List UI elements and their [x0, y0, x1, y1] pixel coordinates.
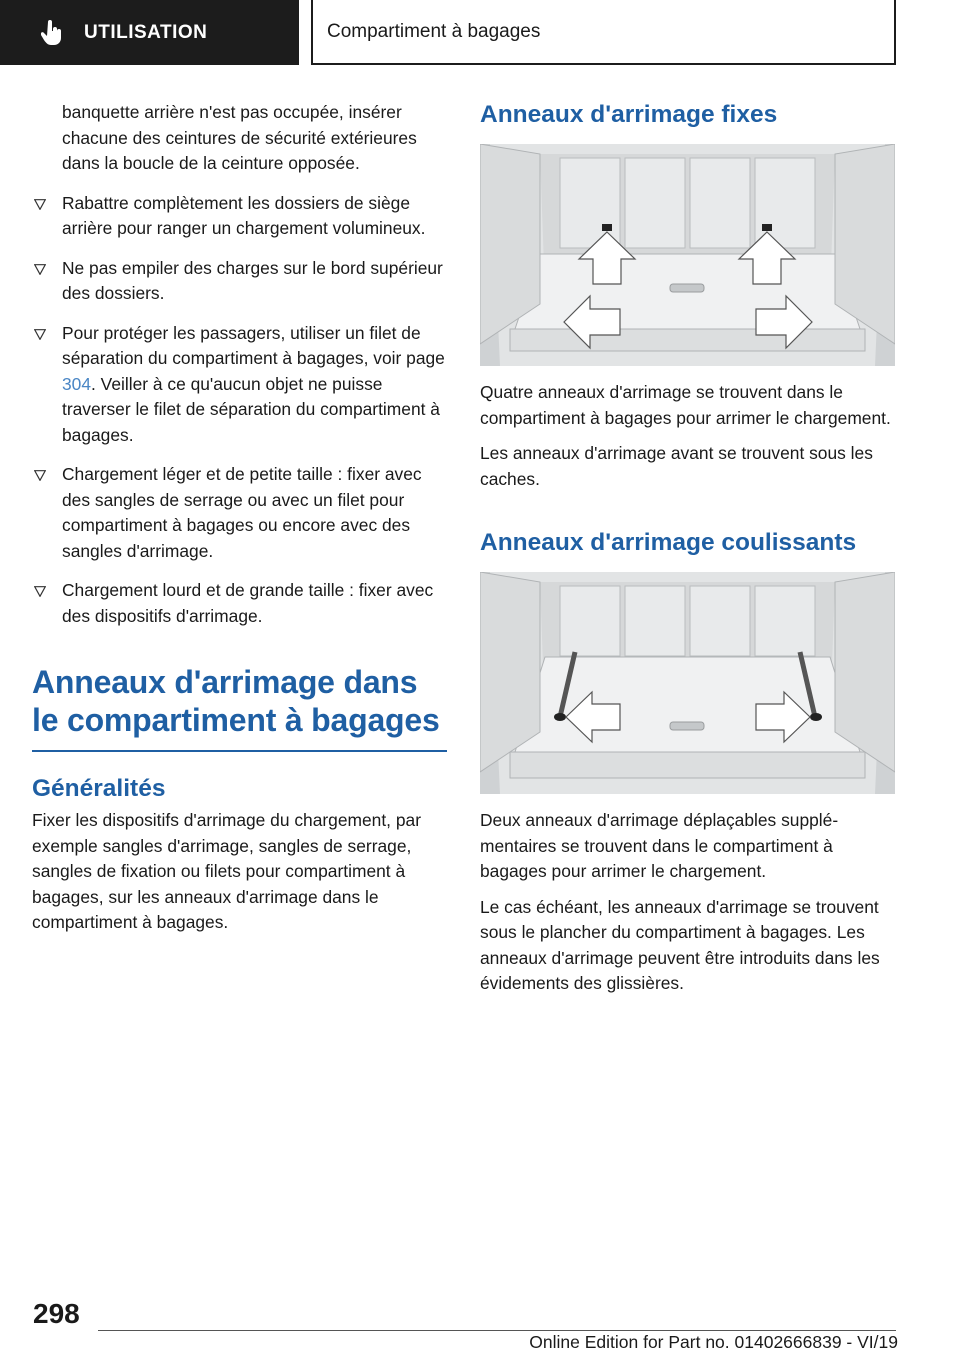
list-item-text: Chargement léger et de petite taille : fixer avec des sangles de serrage ou avec un filet pour compartiment à bagages ou encore avec des sangles d'arrimage.	[62, 464, 422, 561]
edition-note: Online Edition for Part no. 01402666839 - VI/19	[529, 1332, 898, 1352]
heading-rule	[32, 750, 447, 752]
list-item	[32, 191, 450, 242]
list-item-text: Pour protéger les passagers, utiliser un filet de séparation du compartiment à bagages, voir page	[62, 322, 445, 368]
list-item-text: Rabattre complètement les dossiers de siège arrière pour ranger un chargement volumineux.	[62, 192, 426, 238]
triangle-bullet-icon	[34, 199, 46, 210]
page-link[interactable]: 304	[62, 373, 92, 394]
trunk-fixed-rings-illustration	[480, 144, 895, 366]
section-heading: Anneaux d'arrimage dans le compartiment à bagages	[32, 664, 440, 738]
left-column	[32, 100, 450, 936]
list-item	[32, 256, 450, 307]
section-title: UTILISATION	[84, 21, 208, 43]
sliding-rings-paragraph-2: Le cas échéant, les anneaux d'arrimage se trouvent sous le plancher du compartiment à bagages. Les anneaux d'arrimage peuvent être introduits dans les évidements des glissières.	[480, 896, 880, 993]
list-item-text: Chargement lourd et de grande taille : fixer avec des dispositifs d'arrimage.	[62, 580, 434, 626]
sliding-rings-paragraph-1: Deux anneaux d'arrimage déplaçables supplémentaires se trouvent dans le compartiment à bagages pour arrimer le chargement.	[480, 810, 839, 881]
right-column	[480, 100, 898, 997]
trunk-sliding-rings-illustration	[480, 572, 895, 794]
intro-paragraph: banquette arrière n'est pas occupée, insérer chacune des ceintures de sécurité extérieures dans la boucle de la ceinture opposée.	[62, 102, 417, 173]
fixed-rings-paragraph-1: Quatre anneaux d'arrimage se trouvent dans le compartiment à bagages pour arrimer le chargement.	[480, 382, 891, 428]
page-number: 298	[33, 1298, 80, 1329]
triangle-bullet-icon	[34, 329, 46, 340]
footer-rule	[98, 1330, 896, 1331]
triangle-bullet-icon	[34, 470, 46, 481]
triangle-bullet-icon	[34, 586, 46, 597]
list-item	[32, 462, 450, 564]
list-item-text: Ne pas empiler des charges sur le bord supérieur des dossiers.	[62, 257, 443, 303]
list-item	[32, 321, 450, 449]
list-item-text: . Veiller à ce qu'aucun objet ne puisse traverser le filet de séparation du compartiment à bagages.	[62, 373, 440, 445]
fixed-rings-paragraph-2: Les anneaux d'arrimage avant se trouvent sous les caches.	[480, 443, 873, 489]
fixed-rings-heading: Anneaux d'arrimage fixes	[480, 101, 778, 128]
sliding-rings-heading: Anneaux d'arrimage coulissants	[480, 529, 857, 556]
section-tab	[0, 0, 299, 65]
topic-title-box	[311, 0, 896, 65]
subsection-heading: Généralités	[32, 775, 166, 802]
triangle-bullet-icon	[34, 264, 46, 275]
topic-title: Compartiment à bagages	[327, 20, 541, 42]
list-item	[32, 578, 450, 629]
hand-pointer-icon	[38, 19, 66, 47]
generalites-paragraph: Fixer les dispositifs d'arrimage du chargement, par exemple sangles d'arrimage, sangles de serrage, sangles de fixation ou filets pour compartiment à bagages, sur les anneaux d'arrimage dans le compartiment à bagages.	[32, 810, 421, 932]
